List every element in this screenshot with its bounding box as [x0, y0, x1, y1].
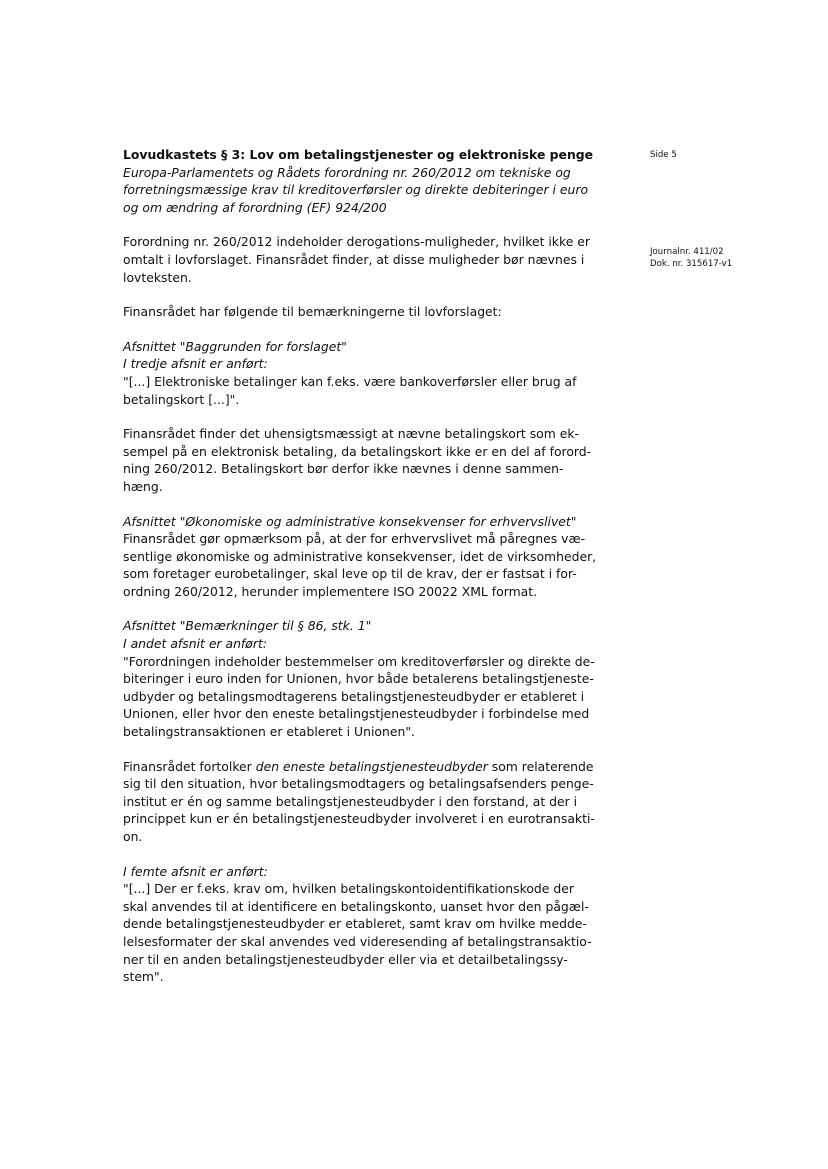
- text-line: sempel på en elektronisk betaling, da betalingskort ikke er en del af forord-: [123, 443, 592, 459]
- text-line: [123, 758, 613, 776]
- section-subtitle-line: forretningsmæssige krav til kreditoverførsler og direkte debiteringer i euro: [123, 182, 589, 198]
- quote-line: "Forordningen indeholder bestemmelser om kreditoverførsler og direkte de-: [123, 653, 595, 669]
- text-line: sig til den situation, hvor betalingsmodtagers og betalingsafsenders penge-: [123, 776, 594, 792]
- text-line: omtalt i lovforslaget. Finansrådet finder, at disse muligheder bør nævnes i: [123, 251, 585, 267]
- document-number: Dok. nr. 315617-v1: [650, 259, 733, 269]
- quote-line: dende betalingstjenesteudbyder er etableret, samt krav om hvilke medde-: [123, 916, 587, 932]
- quote-line: Unionen, eller hvor den eneste betalingstjenesteudbyder i forbindelse med: [123, 706, 590, 722]
- page-number-label: Side 5: [650, 150, 677, 160]
- text-line: hæng.: [123, 478, 163, 494]
- paragraph-payment-cards: [123, 425, 613, 495]
- subsection-fifth-paragraph: [123, 863, 613, 986]
- subsection-heading: Afsnittet "Økonomiske og administrative konsekvenser for erhvervslivet": [123, 513, 577, 529]
- section-title: Lovudkastets § 3: Lov om betalingstjenester og elektroniske penge: [123, 147, 594, 162]
- text-line: Forordning nr. 260/2012 indeholder derogations-muligheder, hvilket ikke er: [123, 234, 590, 250]
- text-line: princippet kun er én betalingstjenesteudbyder involveret i en eurotransakti-: [123, 811, 595, 827]
- text-line: Finansrådet finder det uhensigtsmæssigt at nævne betalingskort som ek-: [123, 426, 580, 442]
- text-line: Finansrådet har følgende til bemærkningerne til lovforslaget:: [123, 304, 502, 320]
- text-fragment: Finansrådet fortolker: [123, 758, 256, 774]
- text-line: som foretager eurobetalinger, skal leve op til de krav, der er fastsat i for-: [123, 566, 577, 582]
- text-line: ordning 260/2012, herunder implementere ISO 20022 XML format.: [123, 583, 538, 599]
- quote-line: stem".: [123, 969, 164, 985]
- quote-line: "[...] Elektroniske betalinger kan f.eks. være bankoverførsler eller brug af: [123, 373, 577, 389]
- text-line: sentlige økonomiske og administrative konsekvenser, idet de virksomheder,: [123, 548, 597, 564]
- paragraph-interpretation: [123, 758, 613, 846]
- subsection-subheading: I tredje afsnit er anført:: [123, 356, 268, 372]
- text-line: Finansrådet gør opmærksom på, at der for erhvervslivet må påregnes væ-: [123, 531, 586, 547]
- page-number: [650, 149, 800, 161]
- quote-line: betalingstransaktionen er etableret i Unionen".: [123, 724, 415, 740]
- subsection-subheading: I femte afsnit er anført:: [123, 863, 268, 879]
- text-line: institut er én og samme betalingstjenesteudbyder i den forstand, at der i: [123, 793, 578, 809]
- paragraph-derogations: [123, 233, 613, 286]
- journal-number: Journalnr. 411/02: [650, 247, 724, 257]
- subsection-remarks-86: [123, 617, 613, 740]
- subsection-heading: Afsnittet "Bemærkninger til § 86, stk. 1": [123, 618, 372, 634]
- subsection-heading: Afsnittet "Baggrunden for forslaget": [123, 338, 347, 354]
- document-body: [123, 146, 613, 986]
- reference-block: [650, 246, 800, 270]
- text-line: ning 260/2012. Betalingskort bør derfor ikke nævnes i denne sammen-: [123, 461, 564, 477]
- subsection-background: [123, 338, 613, 408]
- section-subtitle-line: og om ændring af forordning (EF) 924/200: [123, 199, 387, 215]
- subsection-consequences: [123, 513, 613, 601]
- quote-line: betalingskort [...]".: [123, 391, 240, 407]
- subsection-subheading: I andet afsnit er anført:: [123, 636, 267, 652]
- quote-line: biteringer i euro inden for Unionen, hvor både betalerens betalingstjeneste-: [123, 671, 594, 687]
- quote-line: ner til en anden betalingstjenesteudbyder eller via et detailbetalingssy-: [123, 951, 568, 967]
- section-subtitle-line: Europa-Parlamentets og Rådets forordning nr. 260/2012 om tekniske og: [123, 164, 571, 180]
- quote-line: lelsesformater der skal anvendes ved videresending af betalingstransaktio-: [123, 933, 592, 949]
- text-line: lovteksten.: [123, 269, 192, 285]
- quote-line: "[...] Der er f.eks. krav om, hvilken betalingskontoidentifikationskode der: [123, 881, 574, 897]
- quote-line: skal anvendes til at identificere en betalingskonto, uanset hvor den pågæl-: [123, 898, 589, 914]
- text-line: on.: [123, 829, 143, 844]
- paragraph-intro-remarks: [123, 303, 613, 321]
- quote-line: udbyder og betalingsmodtagerens betalingstjenesteudbyder er etableret i: [123, 688, 585, 704]
- text-fragment: som relaterende: [487, 758, 594, 774]
- emphasis-text: den eneste betalingstjenesteudbyder: [255, 758, 488, 774]
- section-heading: [123, 146, 613, 216]
